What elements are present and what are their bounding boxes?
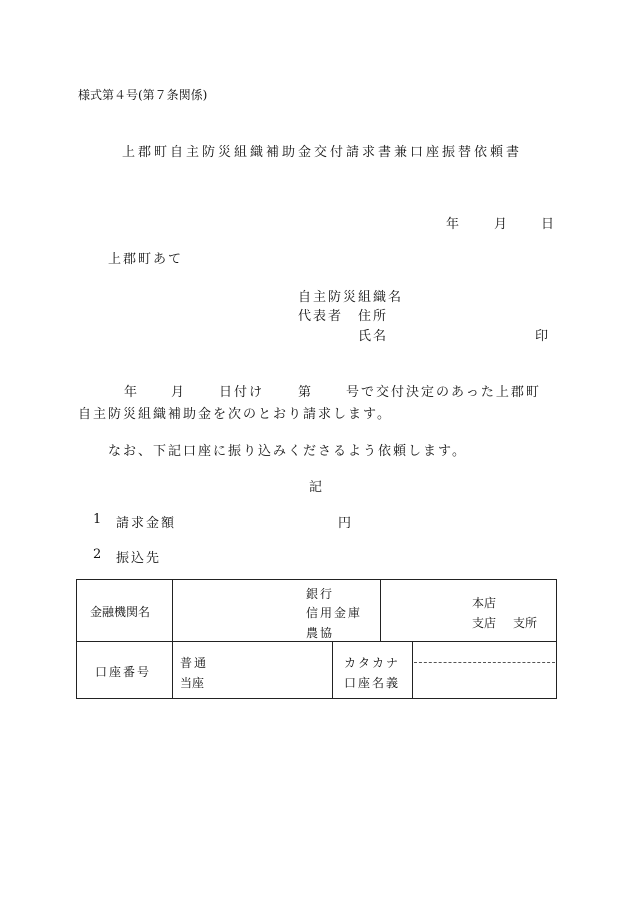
item-1-label: 請求金額 (116, 516, 177, 531)
date-day-label: 日 (541, 217, 555, 232)
body-month: 月 (171, 385, 185, 400)
body-no: 第 (298, 385, 312, 400)
item-2-number: 2 (93, 547, 102, 562)
account-type-ordinary: 普通 (180, 656, 209, 670)
body-line3: なお、下記口座に振り込みくださるよう依頼します。 (108, 444, 467, 459)
body-line1-rest: 号で交付決定のあった上郡町 (346, 385, 541, 400)
date-month-label: 月 (494, 217, 508, 232)
item-1-number: 1 (93, 512, 102, 527)
ki-heading: 記 (309, 480, 323, 495)
representative-label: 代表者 (298, 309, 344, 324)
branch-type-branch: 支店 (472, 616, 497, 630)
bank-type-bank: 銀行 (306, 587, 335, 601)
account-name-label: 口座名義 (344, 676, 401, 690)
item-2-label: 振込先 (116, 551, 162, 566)
body-year: 年 (124, 385, 138, 400)
account-type-current: 当座 (180, 676, 205, 690)
date-year-label: 年 (446, 217, 460, 232)
branch-type-office: 支所 (513, 616, 538, 630)
katakana-label: カタカナ (344, 656, 401, 670)
page-title: 上郡町自主防災組織補助金交付請求書兼口座振替依頼書 (122, 145, 523, 160)
bank-type-nokyo: 農協 (306, 626, 335, 640)
bank-type-shinkin: 信用金庫 (306, 606, 363, 620)
account-number-label: 口座番号 (95, 665, 152, 679)
name-label: 氏名 (358, 329, 389, 344)
branch-type-head: 本店 (472, 596, 497, 610)
bank-name-label: 金融機関名 (90, 605, 151, 619)
form-number: 様式第４号(第７条関係) (78, 88, 208, 102)
body-day: 日付け (219, 385, 265, 400)
body-line2: 自主防災組織補助金を次のとおり請求します。 (78, 407, 392, 422)
seal-mark: 印 (535, 329, 549, 344)
item-1-unit: 円 (338, 516, 352, 531)
addressee: 上郡町あて (108, 252, 184, 267)
address-label: 住所 (358, 309, 389, 324)
org-name-label: 自主防災組織名 (298, 290, 404, 305)
